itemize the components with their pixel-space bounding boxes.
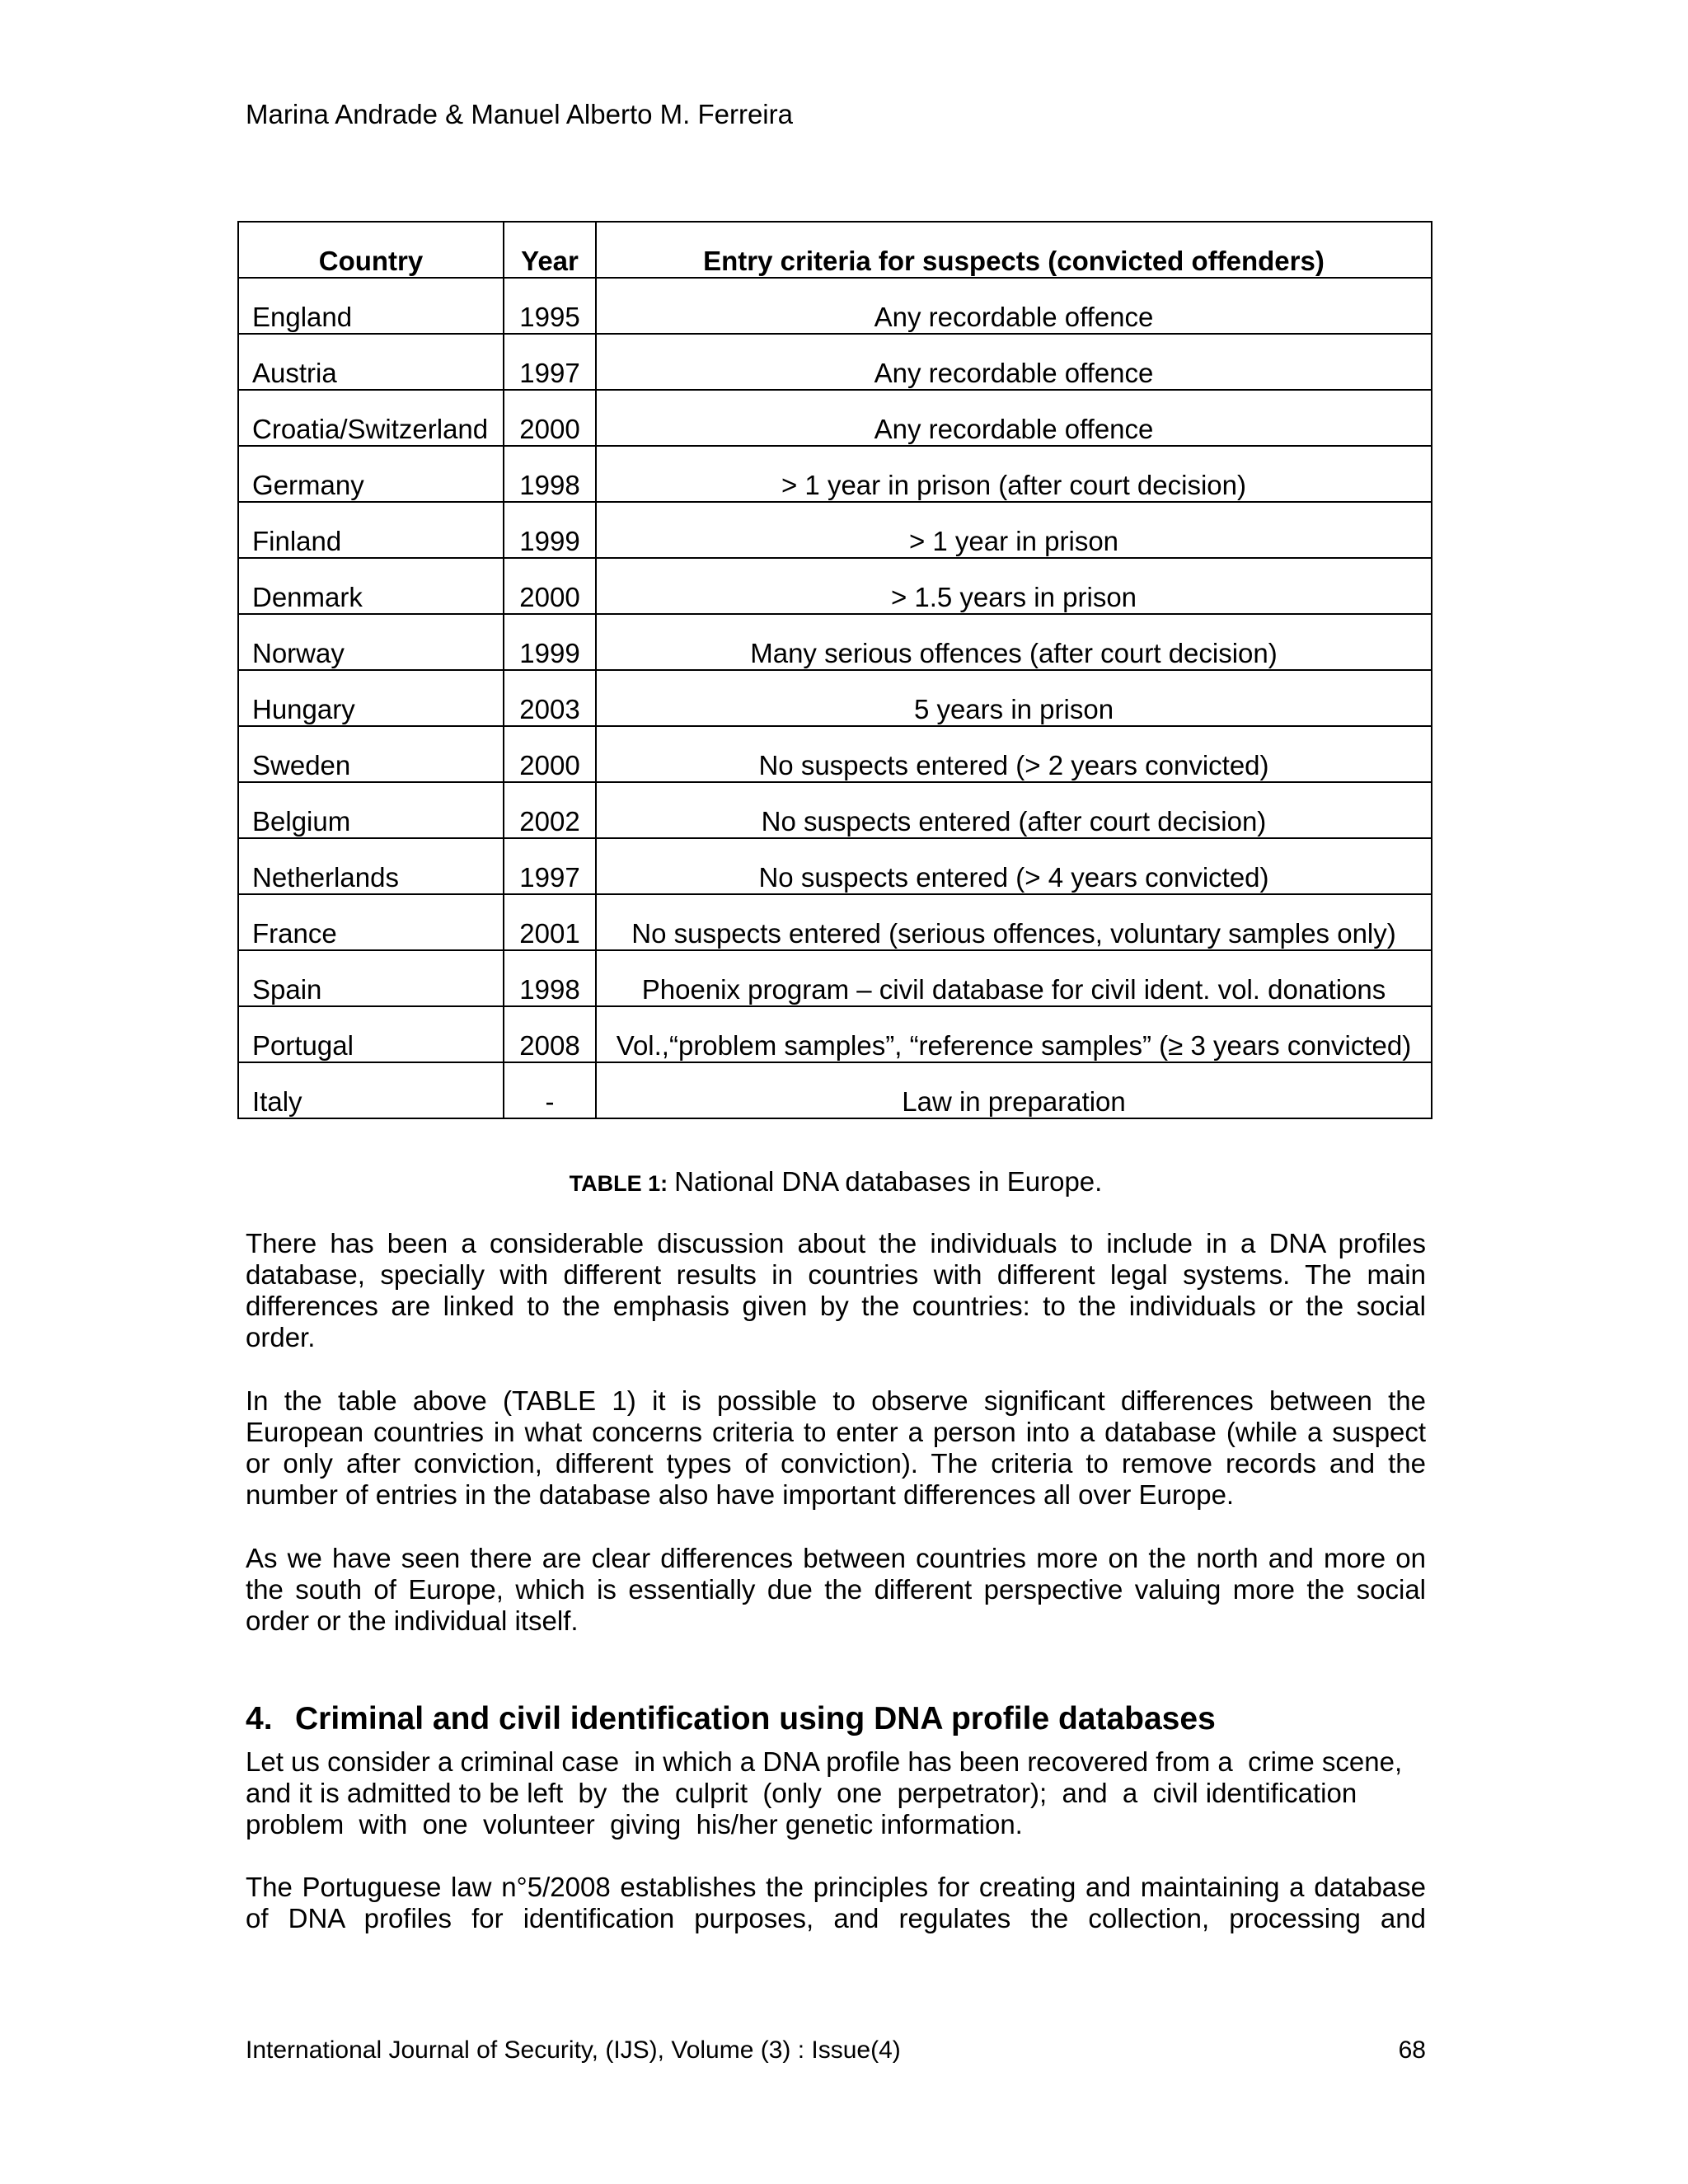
caption-text: National DNA databases in Europe. <box>674 1166 1103 1197</box>
journal-citation: International Journal of Security, (IJS), Volume (3) : Issue(4) <box>246 2036 901 2064</box>
table-row <box>239 783 1432 839</box>
criteria-cell: > 1 year in prison (after court decision) <box>597 447 1432 503</box>
section-title: Criminal and civil identification using DNA profile databases <box>295 1701 1216 1736</box>
paragraph-line: As we have seen there are clear differences between countries more on the north and more on <box>246 1543 1426 1573</box>
criteria-cell: Law in preparation <box>597 1063 1432 1119</box>
year-cell: 1999 <box>504 615 597 671</box>
year-cell: 2002 <box>504 783 597 839</box>
year-cell: 1995 <box>504 279 597 335</box>
table-header-row <box>239 223 1432 279</box>
criteria-cell: Many serious offences (after court decision) <box>597 615 1432 671</box>
table-row <box>239 279 1432 335</box>
paragraph-line: database, specially with different results in countries with different legal systems. The main <box>246 1259 1426 1290</box>
country-cell: Croatia/Switzerland <box>239 391 504 447</box>
table-row <box>239 1007 1432 1063</box>
paragraph-line: problem with one volunteer giving his/her genetic information. <box>246 1809 1023 1840</box>
criteria-cell: No suspects entered (serious offences, voluntary samples only) <box>597 895 1432 951</box>
year-cell: 1997 <box>504 839 597 895</box>
criteria-cell: No suspects entered (> 4 years convicted) <box>597 839 1432 895</box>
criteria-cell: Phoenix program – civil database for civil ident. vol. donations <box>597 951 1432 1007</box>
table-row <box>239 727 1432 783</box>
section-heading <box>246 1700 1426 1738</box>
country-cell: Denmark <box>239 559 504 615</box>
body-paragraph <box>246 1228 1426 1353</box>
country-cell: Belgium <box>239 783 504 839</box>
criteria-cell: No suspects entered (after court decision) <box>597 783 1432 839</box>
dna-database-table <box>237 221 1432 1119</box>
body-paragraph <box>246 1872 1426 1934</box>
year-cell: 1997 <box>504 335 597 391</box>
table-row <box>239 559 1432 615</box>
table-row <box>239 951 1432 1007</box>
country-cell: Spain <box>239 951 504 1007</box>
paragraph-line: Let us consider a criminal case in which a DNA profile has been recovered from a crime scene, <box>246 1746 1403 1777</box>
table-row <box>239 839 1432 895</box>
criteria-cell: > 1 year in prison <box>597 503 1432 559</box>
country-cell: Norway <box>239 615 504 671</box>
year-cell: 1999 <box>504 503 597 559</box>
table-row <box>239 1063 1432 1119</box>
page-number: 68 <box>1398 2036 1426 2064</box>
paragraph-line: There has been a considerable discussion about the individuals to include in a DNA profiles <box>246 1228 1426 1258</box>
table-body <box>239 279 1432 1119</box>
column-header-country: Country <box>239 223 504 279</box>
criteria-cell: Vol.,“problem samples”, “reference samples” (≥ 3 years convicted) <box>597 1007 1432 1063</box>
year-cell: 1998 <box>504 447 597 503</box>
table-row <box>239 335 1432 391</box>
country-cell: France <box>239 895 504 951</box>
year-cell: 2000 <box>504 559 597 615</box>
year-cell: 2008 <box>504 1007 597 1063</box>
body-paragraph <box>246 1385 1426 1511</box>
paragraph-line: or only after conviction, different types of conviction). The criteria to remove records and the <box>246 1448 1426 1479</box>
caption-label: TABLE 1: <box>569 1171 668 1196</box>
year-cell: 2000 <box>504 391 597 447</box>
criteria-cell: Any recordable offence <box>597 391 1432 447</box>
year-cell: 2000 <box>504 727 597 783</box>
criteria-cell: > 1.5 years in prison <box>597 559 1432 615</box>
paragraph-line: The Portuguese law n°5/2008 establishes the principles for creating and maintaining a database <box>246 1872 1426 1902</box>
body-paragraph <box>246 1543 1426 1637</box>
country-cell: Italy <box>239 1063 504 1119</box>
criteria-cell: Any recordable offence <box>597 279 1432 335</box>
country-cell: Austria <box>239 335 504 391</box>
table-row <box>239 503 1432 559</box>
page-footer <box>246 2035 1426 2066</box>
paragraph-line: order or the individual itself. <box>246 1605 579 1636</box>
year-cell: 1998 <box>504 951 597 1007</box>
country-cell: Netherlands <box>239 839 504 895</box>
paragraph-line: European countries in what concerns criteria to enter a person into a database (while a suspect <box>246 1417 1426 1447</box>
running-head: Marina Andrade & Manuel Alberto M. Ferreira <box>246 99 793 129</box>
country-cell: Germany <box>239 447 504 503</box>
paragraph-line: of DNA profiles for identification purposes, and regulates the collection, processing and <box>246 1903 1426 1933</box>
year-cell: 2003 <box>504 671 597 727</box>
country-cell: Hungary <box>239 671 504 727</box>
country-cell: England <box>239 279 504 335</box>
paragraph-line: In the table above (TABLE 1) it is possible to observe significant differences between the <box>246 1385 1426 1416</box>
paragraph-line: order. <box>246 1322 316 1352</box>
body-paragraph <box>246 1746 1426 1840</box>
column-header-year: Year <box>504 223 597 279</box>
paragraph-line: the south of Europe, which is essentially due the different perspective valuing more the social <box>246 1574 1426 1605</box>
table-row <box>239 391 1432 447</box>
country-cell: Sweden <box>239 727 504 783</box>
country-cell: Portugal <box>239 1007 504 1063</box>
paragraph-line: and it is admitted to be left by the culprit (only one perpetrator); and a civil identification <box>246 1778 1357 1808</box>
table-row <box>239 895 1432 951</box>
year-cell: - <box>504 1063 597 1119</box>
country-cell: Finland <box>239 503 504 559</box>
criteria-cell: 5 years in prison <box>597 671 1432 727</box>
section-number: 4. <box>246 1701 273 1736</box>
year-cell: 2001 <box>504 895 597 951</box>
criteria-cell: No suspects entered (> 2 years convicted) <box>597 727 1432 783</box>
paragraph-line: number of entries in the database also have important differences all over Europe. <box>246 1479 1235 1510</box>
paragraph-line: differences are linked to the emphasis given by the countries: to the individuals or the social <box>246 1291 1426 1321</box>
table-row <box>239 671 1432 727</box>
table-row <box>239 447 1432 503</box>
table-caption <box>246 1166 1426 1203</box>
column-header-criteria: Entry criteria for suspects (convicted offenders) <box>597 223 1432 279</box>
table-row <box>239 615 1432 671</box>
criteria-cell: Any recordable offence <box>597 335 1432 391</box>
